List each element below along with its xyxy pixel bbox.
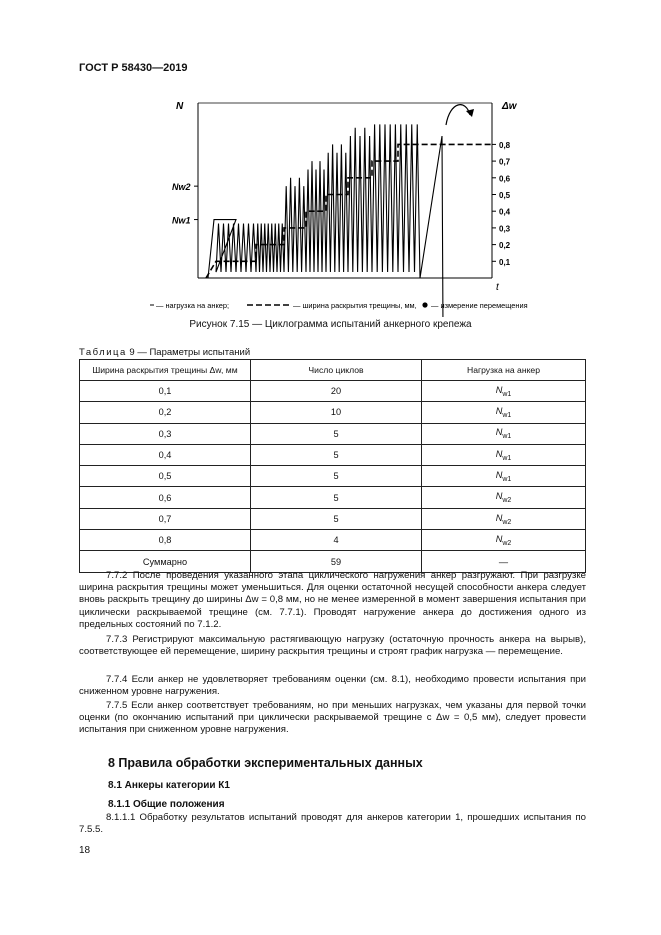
legend-disp-swatch bbox=[422, 302, 427, 307]
test-cyclogram-chart bbox=[150, 95, 570, 317]
total-cycles: 59 bbox=[251, 551, 422, 572]
table-row bbox=[80, 423, 586, 444]
load-symbol: N bbox=[495, 512, 503, 523]
total-load: — bbox=[422, 551, 586, 572]
table-header-row bbox=[80, 360, 586, 381]
cell-crack-width: 0,2 bbox=[80, 402, 251, 423]
para-7-7-3: 7.7.3 Регистрируют максимальную растягивающую нагрузку (остаточную прочность анкера на вырыв), соответствующее ей перемещение, ширину раскрытия трещины и строят график нагрузка — перемещение. bbox=[79, 634, 586, 658]
table-row bbox=[80, 444, 586, 465]
table-total-row bbox=[80, 551, 586, 572]
load-symbol: N bbox=[495, 491, 503, 502]
cell-cycles: 5 bbox=[251, 487, 422, 508]
cell-crack-width: 0,3 bbox=[80, 423, 251, 444]
left-tick-label: Nw2 bbox=[172, 182, 191, 193]
cell-cycles: 5 bbox=[251, 466, 422, 487]
section-8-1-heading: 8.1 Анкеры категории К1 bbox=[108, 780, 230, 791]
cell-cycles: 20 bbox=[251, 381, 422, 402]
total-label: Суммарно bbox=[80, 551, 251, 572]
cell-load bbox=[422, 423, 586, 444]
para-7-7-5: 7.7.5 Если анкер соответствует требованиям, но при меньших нагрузках, чем указаны для первой точки оценки (по окончанию испытаний при циклически раскрываемой трещине с Δw = 0,5 мм), следует провести испытания при сниженном уровне нагружения. bbox=[79, 700, 586, 736]
right-tick-label: 0,3 bbox=[499, 224, 511, 234]
cell-cycles: 5 bbox=[251, 508, 422, 529]
load-subscript: w1 bbox=[502, 475, 512, 483]
cell-cycles: 4 bbox=[251, 530, 422, 551]
cell-crack-width: 0,4 bbox=[80, 444, 251, 465]
figure-caption: Рисунок 7.15 — Циклограмма испытаний анкерного крепежа bbox=[189, 319, 472, 330]
right-tick-label: 0,6 bbox=[499, 174, 511, 184]
cell-crack-width: 0,1 bbox=[80, 381, 251, 402]
right-axis-label: Δw bbox=[502, 101, 517, 112]
table-row bbox=[80, 487, 586, 508]
standard-header: ГОСТ Р 58430—2019 bbox=[79, 62, 188, 74]
section-8-1-1-heading: 8.1.1 Общие положения bbox=[108, 799, 225, 810]
right-tick-label: 0,5 bbox=[499, 191, 511, 200]
cell-cycles: 5 bbox=[251, 423, 422, 444]
legend-crack-label: — ширина раскрытия трещины, мм, bbox=[293, 301, 417, 310]
para-7-7-4: 7.7.4 Если анкер не удовлетворяет требованиям оценки (см. 8.1), необходимо провести испытания при сниженном уровне нагружения. bbox=[79, 674, 586, 698]
cell-load bbox=[422, 466, 586, 487]
table-title-rest: 9 — Параметры испытаний bbox=[129, 347, 251, 358]
right-tick-label: 0,2 bbox=[499, 241, 511, 251]
table-title-prefix: Таблица bbox=[79, 347, 127, 358]
load-symbol: N bbox=[495, 469, 503, 480]
table-row bbox=[80, 508, 586, 529]
load-subscript: w2 bbox=[502, 497, 512, 505]
load-symbol: N bbox=[495, 448, 503, 459]
cell-crack-width: 0,8 bbox=[80, 530, 251, 551]
load-symbol: N bbox=[495, 533, 503, 544]
cell-crack-width: 0,6 bbox=[80, 487, 251, 508]
right-tick-label: 0,8 bbox=[499, 140, 511, 150]
table-row bbox=[80, 530, 586, 551]
header-crack-width: Ширина раскрытия трещины Δw, мм bbox=[80, 360, 251, 381]
cell-cycles: 10 bbox=[251, 402, 422, 423]
cell-crack-width: 0,7 bbox=[80, 508, 251, 529]
left-tick-label: Nw1 bbox=[172, 215, 191, 226]
table-row bbox=[80, 466, 586, 487]
load-subscript: w2 bbox=[502, 539, 512, 547]
right-tick-label: 0,1 bbox=[499, 257, 511, 267]
header-load: Нагрузка на анкер bbox=[422, 360, 586, 381]
load-subscript: w1 bbox=[502, 433, 512, 441]
cell-load bbox=[422, 508, 586, 529]
parameters-table bbox=[79, 359, 586, 573]
load-subscript: w1 bbox=[502, 390, 512, 398]
right-tick-label: 0,4 bbox=[499, 207, 511, 217]
cell-load bbox=[422, 444, 586, 465]
load-line bbox=[208, 124, 446, 317]
header-cycles: Число циклов bbox=[251, 360, 422, 381]
left-axis-label: N bbox=[176, 101, 184, 112]
right-tick-label: 0,7 bbox=[499, 157, 511, 167]
page-number: 18 bbox=[79, 845, 91, 856]
table-row bbox=[80, 381, 586, 402]
cell-load bbox=[422, 402, 586, 423]
cell-load bbox=[422, 530, 586, 551]
para-8-1-1-1: 8.1.1.1 Обработку результатов испытаний проводят для анкеров категории 1, прошедших испытания по 7.5.5. bbox=[79, 812, 586, 836]
cell-crack-width: 0,5 bbox=[80, 466, 251, 487]
failure-curve bbox=[446, 105, 470, 125]
x-axis-label: t bbox=[496, 282, 499, 293]
cell-load bbox=[422, 381, 586, 402]
cell-load bbox=[422, 487, 586, 508]
load-symbol: N bbox=[495, 427, 503, 438]
load-symbol: N bbox=[495, 406, 503, 417]
section-8-heading: 8 Правила обработки экспериментальных данных bbox=[108, 756, 423, 770]
arrow-head bbox=[466, 109, 474, 117]
para-7-7-2: 7.7.2 После проведения указанного этапа циклического нагружения анкер разгружают. При разгрузке ширина раскрытия трещины может уменьшиться. Для оценки остаточной несущей способности анкера следует вновь раскрыть трещину до ширины Δw = 0,8 мм, но не менее измеренной в момент завершения испытания при циклически раскрываемой трещине (см. 7.7.1). Проводят нагружение анкера до достижения одного из предельных состояний по 7.1.2. bbox=[79, 570, 586, 630]
load-subscript: w2 bbox=[502, 518, 512, 526]
legend-load-label: — нагрузка на анкер; bbox=[156, 301, 230, 310]
legend-disp-label: — измерение перемещения bbox=[431, 301, 528, 310]
cell-cycles: 5 bbox=[251, 444, 422, 465]
load-subscript: w1 bbox=[502, 454, 512, 462]
load-symbol: N bbox=[495, 384, 503, 395]
table-row bbox=[80, 402, 586, 423]
load-subscript: w1 bbox=[502, 411, 512, 419]
table-title bbox=[79, 347, 250, 358]
